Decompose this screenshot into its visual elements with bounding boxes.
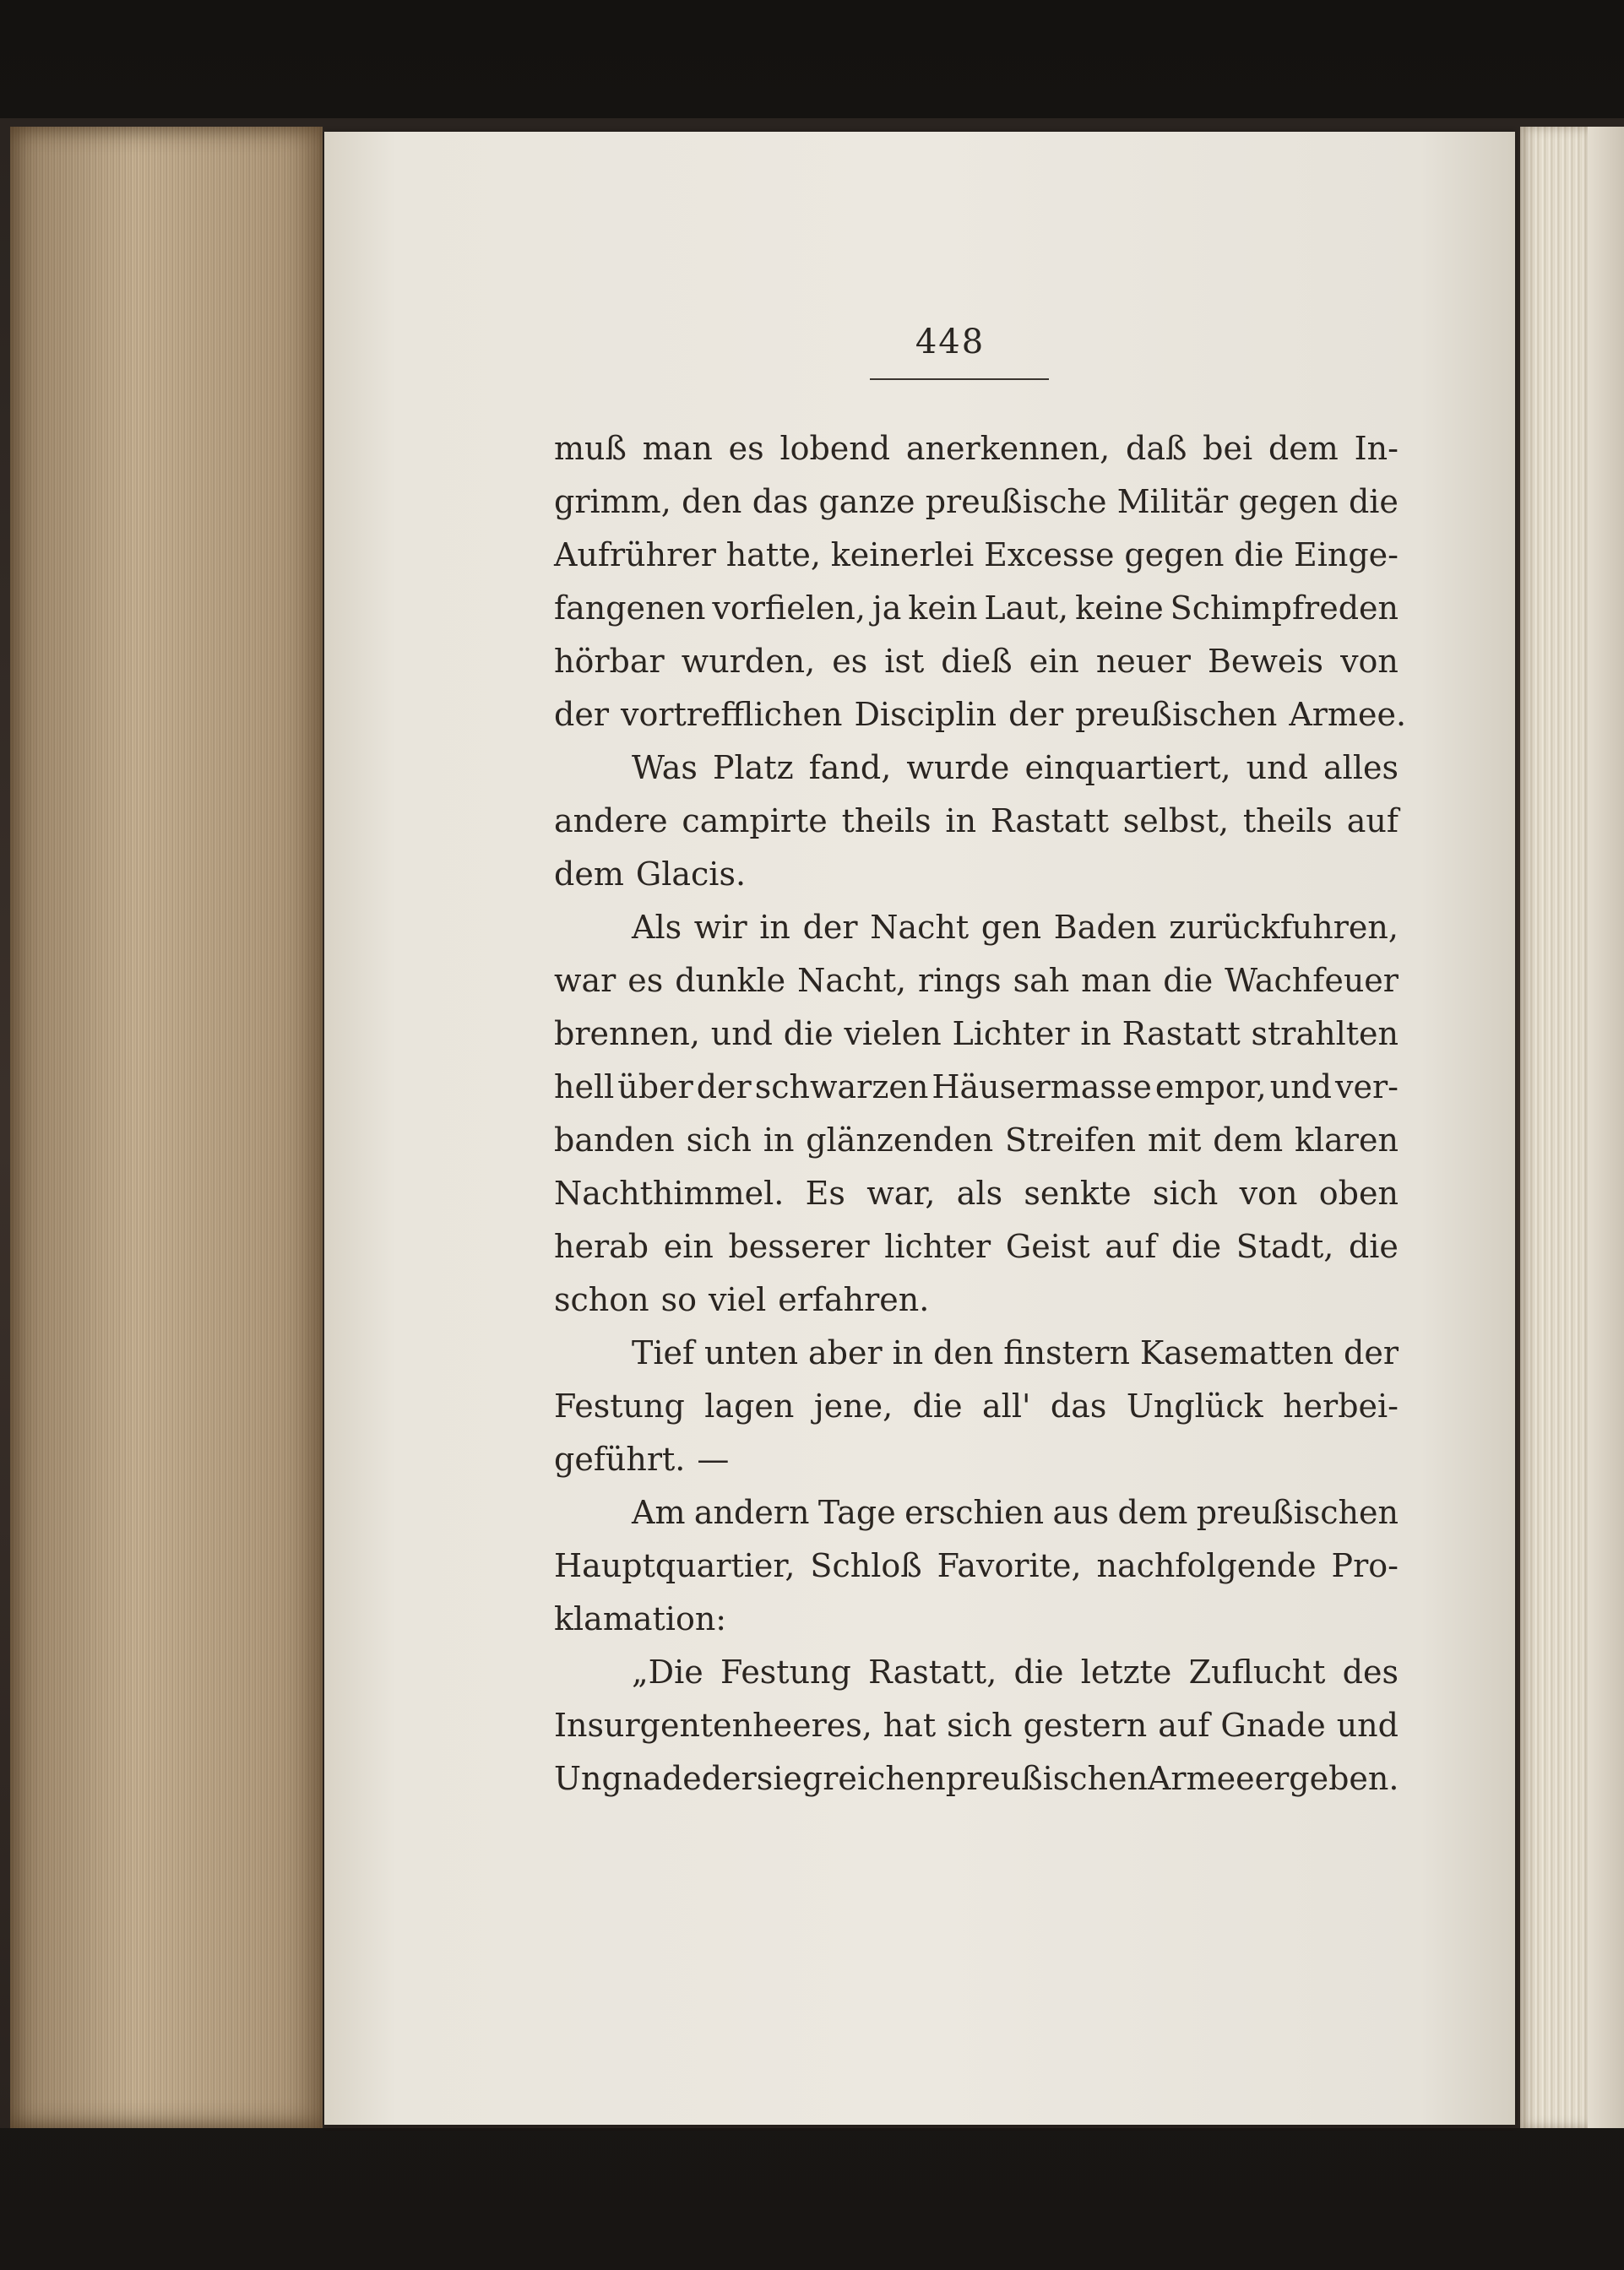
text-word: muß — [554, 430, 627, 467]
text-word: dem — [1213, 1121, 1284, 1159]
text-word: herbei- — [1283, 1388, 1399, 1425]
text-word: und — [710, 1015, 773, 1052]
left-page-edges — [10, 127, 323, 2128]
text-word: besserer — [728, 1228, 870, 1265]
text-word: einquartiert, — [1024, 749, 1231, 786]
text-word: Unglück — [1126, 1388, 1263, 1425]
text-line — [554, 1752, 1399, 1806]
text-word: der — [1008, 696, 1064, 733]
text-word: sich — [947, 1707, 1013, 1744]
text-word: die — [783, 1015, 834, 1052]
text-word: aus — [1052, 1494, 1110, 1531]
text-word: theils — [841, 802, 931, 839]
text-word: man — [1081, 962, 1152, 999]
text-word: es — [627, 962, 664, 999]
text-word: finstern — [1003, 1334, 1130, 1371]
text-word: wurde — [906, 749, 1010, 786]
text-word: Wachfeuer — [1225, 962, 1399, 999]
text-line — [554, 901, 1399, 954]
text-word: hell — [554, 1068, 615, 1105]
text-word: Streifen — [1005, 1121, 1137, 1159]
text-word: gegen — [1124, 536, 1225, 573]
text-word: Aufrührer — [554, 536, 716, 573]
text-word: die — [1234, 536, 1285, 573]
text-line — [554, 1433, 1399, 1486]
text-word: hat — [883, 1707, 937, 1744]
text-line — [554, 1699, 1399, 1752]
text-word: erschien — [904, 1494, 1045, 1531]
text-word: sich — [1152, 1175, 1219, 1212]
right-page-edge-outer — [1588, 127, 1624, 2128]
text-word: Häusermasse — [931, 1068, 1152, 1105]
text-word: alles — [1323, 749, 1399, 786]
text-word: oben — [1318, 1175, 1399, 1212]
text-word: Zuflucht — [1188, 1654, 1326, 1691]
text-word: auf — [1105, 1228, 1157, 1265]
text-word: die — [1348, 483, 1399, 520]
text-word: Gnade — [1220, 1707, 1326, 1744]
text-word: Favorite, — [937, 1547, 1082, 1584]
text-word: „Die — [632, 1654, 703, 1691]
text-word: In- — [1354, 430, 1399, 467]
text-word: ergeben. — [1254, 1760, 1399, 1797]
text-word: die — [1171, 1228, 1222, 1265]
text-word: von — [1340, 643, 1399, 680]
text-word: Was — [632, 749, 698, 786]
text-word: Schloß — [810, 1547, 922, 1584]
text-word: erfahren. — [778, 1281, 930, 1318]
text-word: von — [1239, 1175, 1298, 1212]
text-word: Armee. — [1289, 696, 1407, 733]
text-word: banden — [554, 1121, 675, 1159]
text-line — [554, 1167, 1399, 1220]
text-word: dem — [1117, 1494, 1188, 1531]
text-word: ja — [872, 589, 902, 627]
text-word: wir — [693, 909, 747, 946]
text-word: campirte — [682, 802, 828, 839]
text-line — [554, 1380, 1399, 1433]
text-line — [554, 1061, 1399, 1114]
text-word: sah — [1013, 962, 1070, 999]
text-word: hörbar — [554, 643, 665, 680]
text-word: Tief — [632, 1334, 695, 1371]
text-word: vorfielen, — [712, 589, 866, 627]
text-word: in — [1080, 1015, 1111, 1052]
text-line — [554, 1646, 1399, 1699]
text-word: gegen — [1238, 483, 1339, 520]
text-word: und — [1246, 749, 1308, 786]
text-word: aber — [808, 1334, 883, 1371]
text-word: Rastatt — [1122, 1015, 1241, 1052]
text-word: theils — [1242, 802, 1333, 839]
text-word: keinerlei — [830, 536, 975, 573]
text-word: Festung — [720, 1654, 851, 1691]
text-line — [554, 1114, 1399, 1167]
text-line — [554, 1327, 1399, 1380]
text-word: Lichter — [952, 1015, 1070, 1052]
text-word: gestern — [1023, 1707, 1148, 1744]
text-word: all' — [982, 1388, 1031, 1425]
text-word: Nacht, — [797, 962, 907, 999]
page-number: 448 — [915, 323, 986, 361]
text-word: Glacis. — [635, 855, 747, 893]
text-word: man — [642, 430, 713, 467]
text-word: letzte — [1080, 1654, 1172, 1691]
text-line — [554, 1007, 1399, 1061]
text-word: ganze — [818, 483, 915, 520]
text-line — [554, 848, 1399, 901]
text-word: geführt. — [554, 1441, 686, 1478]
text-word: Disciplin — [854, 696, 997, 733]
text-word: über — [617, 1068, 693, 1105]
text-word: ist — [884, 643, 925, 680]
text-word: der — [802, 909, 858, 946]
text-word: vortrefflichen — [620, 696, 843, 733]
text-word: — — [697, 1441, 730, 1478]
text-word: rings — [918, 962, 1002, 999]
text-line — [554, 954, 1399, 1007]
text-word: Armee — [1147, 1760, 1255, 1797]
text-word: dunkle — [675, 962, 786, 999]
text-word: es — [728, 430, 764, 467]
text-word: Einge- — [1293, 536, 1399, 573]
body-text — [554, 422, 1407, 1806]
text-word: in — [892, 1334, 924, 1371]
text-word: sich — [686, 1121, 752, 1159]
text-word: in — [945, 802, 977, 839]
text-word: Rastatt — [990, 802, 1109, 839]
text-word: Beweis — [1207, 643, 1324, 680]
text-word: Nachthimmel. — [554, 1175, 785, 1212]
text-word: andere — [554, 802, 668, 839]
text-word: mit — [1147, 1121, 1202, 1159]
text-line — [554, 795, 1399, 848]
text-line — [554, 529, 1399, 582]
text-word: keine — [1075, 589, 1164, 627]
text-line — [554, 688, 1407, 741]
text-word: auf — [1346, 802, 1399, 839]
text-word: preußische — [925, 483, 1107, 520]
text-word: in — [763, 1121, 795, 1159]
text-word: Tage — [817, 1494, 896, 1531]
text-word: die — [1163, 962, 1214, 999]
text-word: den — [682, 483, 742, 520]
text-word: Ungnade — [554, 1760, 702, 1797]
text-line — [554, 635, 1399, 688]
text-word: ver- — [1335, 1068, 1399, 1105]
text-word: klamation: — [554, 1600, 727, 1637]
text-word: preußischen — [1075, 696, 1278, 733]
text-word: ein — [1029, 643, 1079, 680]
text-line — [554, 1540, 1399, 1593]
text-word: und — [1269, 1068, 1332, 1105]
text-line — [554, 1273, 1399, 1327]
text-word: lagen — [704, 1388, 795, 1425]
text-word: andern — [693, 1494, 810, 1531]
text-line — [554, 1220, 1399, 1273]
text-word: Geist — [1005, 1228, 1090, 1265]
text-word: Es — [805, 1175, 845, 1212]
text-word: die — [912, 1388, 963, 1425]
text-word: siegreichen — [756, 1760, 946, 1797]
text-word: des — [1342, 1654, 1399, 1691]
text-line — [554, 422, 1399, 475]
text-word: Pro- — [1331, 1547, 1399, 1584]
text-word: das — [1050, 1388, 1107, 1425]
text-word: kein — [908, 589, 978, 627]
text-word: preußischen — [945, 1760, 1148, 1797]
text-word: Baden — [1053, 909, 1157, 946]
text-word: selbst, — [1122, 802, 1230, 839]
text-word: Am — [632, 1494, 686, 1531]
text-word: Excesse — [984, 536, 1115, 573]
text-word: bei — [1203, 430, 1253, 467]
text-word: fand, — [808, 749, 892, 786]
text-word: als — [956, 1175, 1003, 1212]
text-word: lobend — [779, 430, 891, 467]
text-word: Rastatt, — [868, 1654, 997, 1691]
text-word: Hauptquartier, — [554, 1547, 796, 1584]
right-page-edges — [1520, 127, 1588, 2128]
text-word: hatte, — [725, 536, 821, 573]
text-word: es — [832, 643, 868, 680]
text-line — [554, 475, 1399, 529]
text-word: daß — [1126, 430, 1187, 467]
text-word: ein — [663, 1228, 714, 1265]
text-word: Insurgentenheeres, — [554, 1707, 872, 1744]
text-word: der — [1344, 1334, 1399, 1371]
text-line — [554, 1486, 1399, 1540]
text-word: die — [1013, 1654, 1064, 1691]
text-word: glänzenden — [806, 1121, 994, 1159]
text-word: der — [701, 1760, 757, 1797]
text-word: viel — [709, 1281, 767, 1318]
text-word: vielen — [844, 1015, 942, 1052]
text-word: der — [696, 1068, 752, 1105]
text-word: schwarzen — [754, 1068, 929, 1105]
text-word: unten — [703, 1334, 799, 1371]
text-word: Militär — [1116, 483, 1229, 520]
text-line — [554, 741, 1399, 795]
text-word: preußischen — [1196, 1494, 1399, 1531]
text-word: strahlten — [1251, 1015, 1399, 1052]
text-word: der — [554, 696, 609, 733]
text-word: auf — [1158, 1707, 1210, 1744]
text-word: war, — [866, 1175, 936, 1212]
text-word: Festung — [554, 1388, 685, 1425]
text-word: Laut, — [984, 589, 1069, 627]
text-word: in — [759, 909, 790, 946]
text-word: Schimpfreden — [1170, 589, 1399, 627]
text-word: wurden, — [681, 643, 816, 680]
text-word: Platz — [712, 749, 794, 786]
text-word: dieß — [941, 643, 1013, 680]
text-word: lichter — [884, 1228, 991, 1265]
text-word: Als — [632, 909, 682, 946]
text-word: nachfolgende — [1096, 1547, 1317, 1584]
text-word: senkte — [1024, 1175, 1132, 1212]
text-word: war — [554, 962, 616, 999]
text-word: neuer — [1095, 643, 1191, 680]
text-word: grimm, — [554, 483, 671, 520]
text-word: klaren — [1294, 1121, 1399, 1159]
page-number-rule — [870, 378, 1049, 380]
text-word: und — [1336, 1707, 1399, 1744]
text-word: Stadt, — [1236, 1228, 1334, 1265]
text-word: zurückfuhren, — [1169, 909, 1399, 946]
text-word: empor, — [1154, 1068, 1267, 1105]
text-word: brennen, — [554, 1015, 700, 1052]
text-word: fangenen — [554, 589, 706, 627]
text-word: dem — [1268, 430, 1339, 467]
text-word: das — [752, 483, 809, 520]
text-word: schon — [554, 1281, 649, 1318]
text-word: den — [933, 1334, 994, 1371]
text-word: herab — [554, 1228, 649, 1265]
text-word: anerkennen, — [905, 430, 1111, 467]
text-word: gen — [980, 909, 1042, 946]
text-word: Kasematten — [1139, 1334, 1334, 1371]
text-word: so — [660, 1281, 697, 1318]
text-line — [554, 582, 1399, 635]
text-word: Nacht — [870, 909, 970, 946]
text-word: jene, — [813, 1388, 893, 1425]
text-line — [554, 1593, 1399, 1646]
text-word: dem — [554, 855, 624, 893]
text-word: die — [1348, 1228, 1399, 1265]
